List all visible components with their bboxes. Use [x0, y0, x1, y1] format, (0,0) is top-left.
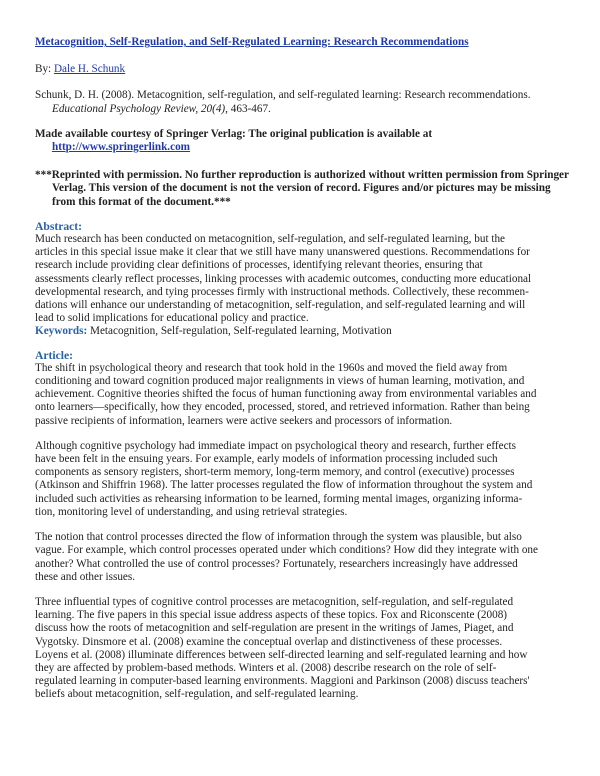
article-paragraph	[35, 596, 570, 702]
article-line: (Atkinson and Shiffrin 1968). The latter processes regulated the flow of information throughout the system and	[35, 479, 533, 492]
byline-prefix: By:	[35, 63, 52, 76]
abstract-line: developmental research, and tying processes firmly with instructional methods. Collectively, these recommen-	[35, 285, 529, 298]
abstract-line: research include providing clear definitions of processes, identifying relevant theories, ensuring that	[35, 259, 483, 272]
citation-journal-line	[35, 103, 570, 116]
abstract-line: articles in this special issue make it clear that we still have many unanswered questions. Recommendations for	[35, 246, 530, 259]
courtesy-notice	[35, 128, 570, 154]
article-line: these and other issues.	[35, 570, 136, 583]
article-line: Loyens et al. (2008) illuminate differences between self-directed learning and self-regulated learning and how	[35, 648, 528, 661]
abstract-heading: Abstract:	[35, 219, 83, 233]
article-paragraph	[35, 440, 570, 519]
keywords	[35, 325, 570, 338]
article-paragraph	[35, 531, 570, 584]
article-line: have been felt in the ensuing years. For example, early models of information processing included such	[35, 453, 498, 466]
article-line: included such activities as rehearsing information to be learned, forming mental images, organizing informa-	[35, 492, 523, 505]
article-line: passive recipients of information, learners were active seekers and processors of information.	[35, 414, 453, 427]
article-line: tion, monitoring level of understanding, and using retrieval strategies.	[35, 505, 348, 518]
abstract-body	[35, 233, 570, 325]
abstract-line: Much research has been conducted on metacognition, self-regulation, and self-regulated learning, but the	[35, 233, 506, 246]
article-heading: Article:	[35, 348, 73, 362]
abstract-line: dations will enhance our understanding of metacognition, self-regulation, and self-regulated learning and will	[35, 299, 526, 312]
article-line: vague. For example, which control processes operated under which conditions? How did they integrate with one	[35, 544, 538, 557]
article-line: Vygotsky. Dinsmore et al. (2008) examine the conceptual overlap and distinctiveness of these processes.	[35, 635, 503, 648]
article-line: learning. The five papers in this special issue address aspects of these topics. Fox and Riconscente (2008)	[35, 609, 508, 622]
article-line: components as sensory registers, short-term memory, long-term memory, and control (executive) processes	[35, 466, 515, 479]
article-line: Three influential types of cognitive control processes are metacognition, self-regulation, and self-regulated	[35, 595, 514, 608]
author-link[interactable]: Dale H. Schunk	[53, 63, 126, 76]
citation-line: Schunk, D. H. (2008). Metacognition, self-regulation, and self-regulated learning: Research recommendations.	[35, 89, 531, 102]
article-line: onto learners—specifically, how they encoded, processed, stored, and retrieved information. Rather than being	[35, 401, 530, 414]
article-line: they are affected by problem-based methods. Winters et al. (2008) describe research on the role of self-	[35, 661, 497, 674]
keywords-label: Keywords:	[35, 325, 88, 338]
keywords-list: Metacognition, Self-regulation, Self-regulated learning, Motivation	[87, 325, 392, 338]
article-line: regulated learning in computer-based learning environments. Maggioni and Parkinson (2008) discuss teachers'	[35, 675, 530, 688]
citation-journal: Educational Psychology Review, 20(4),	[52, 102, 228, 115]
reprint-notice: ***Reprinted with permission. No further reproduction is authorized without written permission from Springer Verlag. This version of the document is not the version of record. Figures and/or pictures may be missing from this format of the document.***	[35, 169, 569, 208]
byline	[35, 63, 570, 76]
springerlink-link[interactable]: http://www.springerlink.com	[52, 141, 190, 154]
document-title-link[interactable]: Metacognition, Self-Regulation, and Self-Regulated Learning: Research Recommendations	[35, 36, 469, 48]
courtesy-text: Made available courtesy of Springer Verlag: The original publication is available at	[35, 127, 433, 140]
document-page	[35, 36, 570, 702]
article-line: The shift in psychological theory and research that took hold in the 1960s and moved the field away from	[35, 361, 508, 374]
article-line: another? What controlled the use of control processes? Fortunately, researchers increasingly have addressed	[35, 557, 518, 570]
article-paragraph	[35, 362, 570, 428]
citation	[35, 89, 570, 115]
citation-pages: 463-467.	[227, 102, 271, 115]
article-line: discuss how the roots of metacognition and self-regulation are present in the writings of James, Piaget, and	[35, 622, 514, 635]
article-line: achievement. Cognitive theories shifted the focus of human functioning away from environmental variables and	[35, 388, 537, 401]
article-line: The notion that control processes directed the flow of information through the system was plausible, but also	[35, 531, 522, 544]
article-line: conditioning and toward cognition produced major realignments in views of human learning, motivation, and	[35, 375, 525, 388]
article-line: beliefs about metacognition, self-regulation, and self-regulated learning.	[35, 688, 359, 701]
abstract-line: assessments clearly reflect processes, linking processes with academic outcomes, conducting more educational	[35, 272, 532, 285]
abstract-line: lead to solid implications for educational policy and practice.	[35, 312, 309, 325]
article-line: Although cognitive psychology had immediate impact on psychological theory and research, further effects	[35, 439, 517, 452]
